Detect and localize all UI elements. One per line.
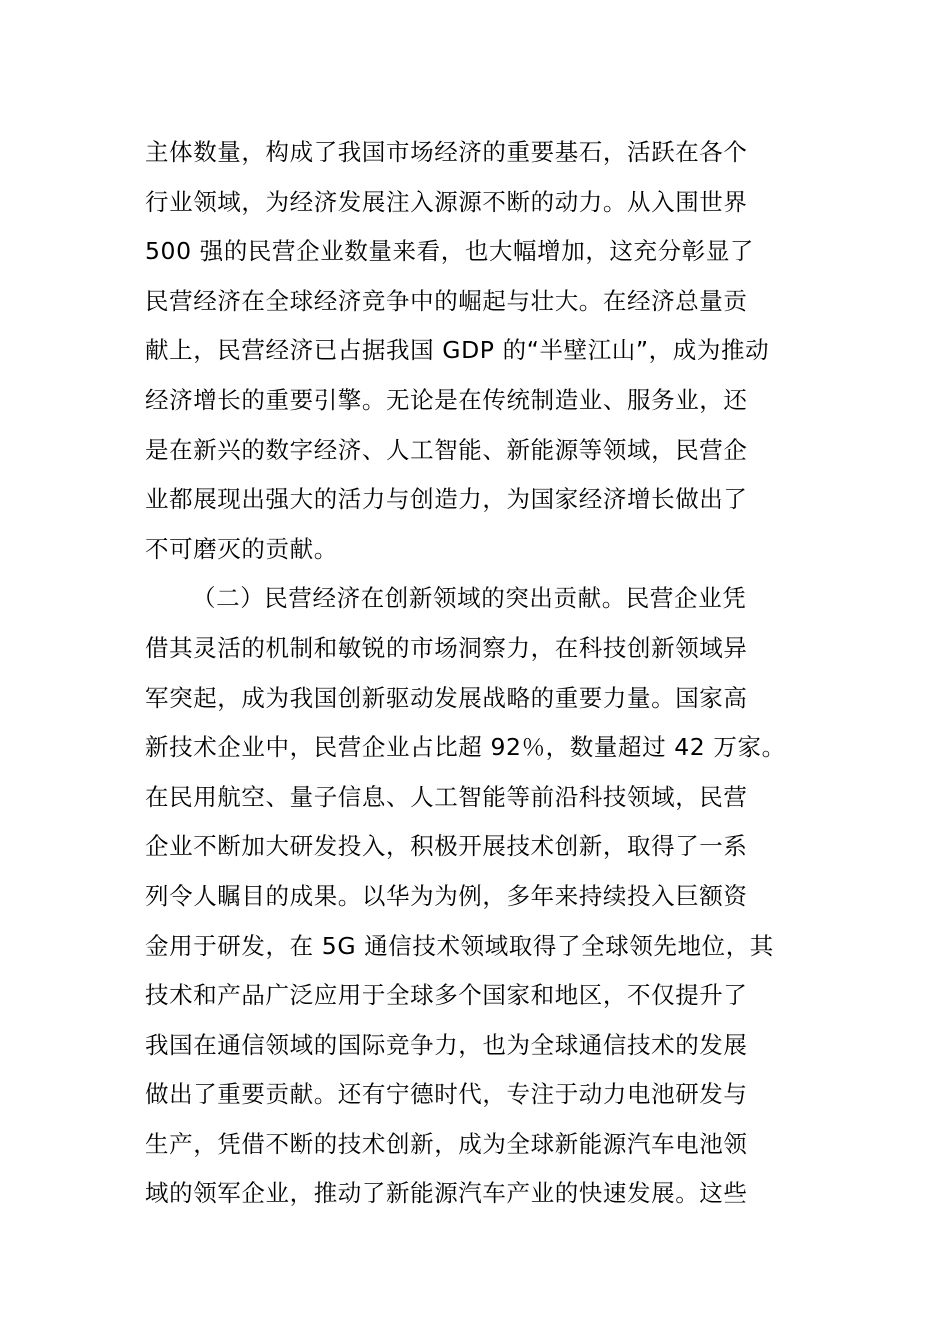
text-line: 新技术企业中，民营企业占比超 92％，数量超过 42 万家。 — [145, 733, 786, 762]
text-line: 生产，凭借不断的技术创新，成为全球新能源汽车电池领 — [145, 1129, 748, 1158]
text-line: 我国在通信领域的国际竞争力，也为全球通信技术的发展 — [145, 1030, 748, 1059]
text-line: 金用于研发，在 5G 通信技术领域取得了全球领先地位，其 — [145, 931, 774, 960]
text-line: 做出了重要贡献。还有宁德时代，专注于动力电池研发与 — [145, 1080, 748, 1109]
text-line: 献上，民营经济已占据我国 GDP 的“半壁江山”，成为推动 — [145, 336, 770, 365]
text-line: 行业领域，为经济发展注入源源不断的动力。从入围世界 — [145, 187, 748, 216]
body-text — [145, 128, 825, 1219]
text-line: 不可磨灭的贡献。 — [145, 534, 338, 563]
text-line: 是在新兴的数字经济、人工智能、新能源等领域，民营企 — [145, 435, 748, 464]
text-line: 列令人瞩目的成果。以华为为例，多年来持续投入巨额资 — [145, 881, 748, 910]
text-line: 民营经济在全球经济竞争中的崛起与壮大。在经济总量贡 — [145, 286, 748, 315]
text-line: 经济增长的重要引擎。无论是在传统制造业、服务业，还 — [145, 385, 748, 414]
text-line: 在民用航空、量子信息、人工智能等前沿科技领域，民营 — [145, 782, 748, 811]
text-line: 主体数量，构成了我国市场经济的重要基石，活跃在各个 — [145, 138, 748, 166]
text-line: 业都展现出强大的活力与创造力，为国家经济增长做出了 — [145, 485, 748, 514]
text-line: 域的领军企业，推动了新能源汽车产业的快速发展。这些 — [145, 1179, 748, 1208]
text-line: 军突起，成为我国创新驱动发展战略的重要力量。国家高 — [145, 683, 748, 712]
text-line: 技术和产品广泛应用于全球多个国家和地区，不仅提升了 — [145, 981, 748, 1010]
text-line: 500 强的民营企业数量来看，也大幅增加，这充分彰显了 — [145, 237, 755, 266]
text-line: 借其灵活的机制和敏锐的市场洞察力，在科技创新领域异 — [145, 633, 748, 662]
text-line: 企业不断加大研发投入，积极开展技术创新，取得了一系 — [145, 832, 748, 861]
section-heading-line: （二）民营经济在创新领域的突出贡献。民营企业凭 — [192, 584, 747, 613]
